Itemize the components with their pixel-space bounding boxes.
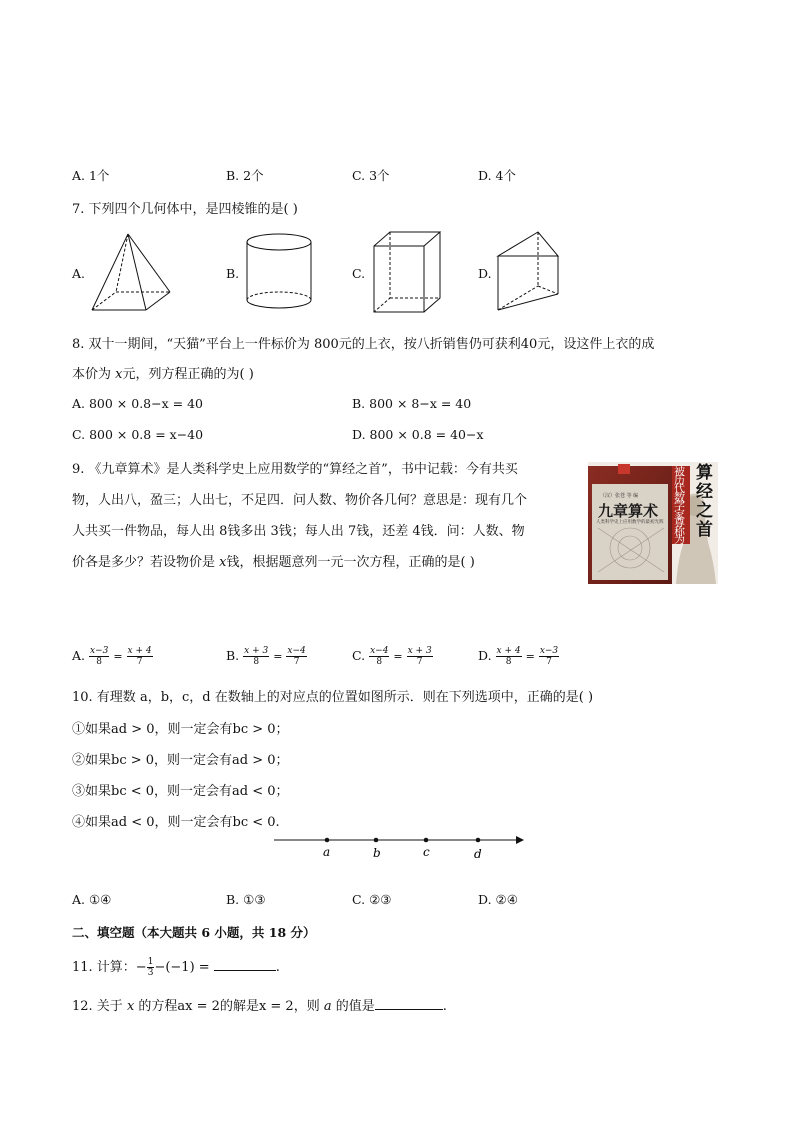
q9-option-a: A. $\frac{x-3}{8}$ = $\frac{x + 4}{7}$ bbox=[72, 646, 152, 667]
axis-label-b: b bbox=[373, 846, 381, 860]
q8-option-a: A. 800 × 0.8−x = 40 bbox=[72, 396, 203, 411]
q8-line2: 本价为 x元，列方程正确的为( ) bbox=[72, 367, 254, 382]
q9-line3: 人共买一件物品，每人出 8钱多出 3钱；每人出 7钱，还差 4钱．问：人数、物 bbox=[72, 524, 525, 539]
axis-label-a: a bbox=[323, 845, 331, 859]
q7-triangular-prism-figure bbox=[496, 230, 566, 314]
book-title: 九章算术 bbox=[598, 502, 659, 520]
q9-line1: 9. 《九章算术》是人类科学史上应用数学的“算经之首”，书中记载：今有共买 bbox=[72, 462, 518, 477]
q9-line2: 物，人出八，盈三；人出七，不足四．问人数、物价各几何？意思是：现有几个 bbox=[72, 493, 528, 508]
q12-answer-blank[interactable] bbox=[375, 1009, 443, 1010]
point-b bbox=[374, 838, 379, 843]
q10-option-a: A. ①④ bbox=[72, 892, 112, 907]
point-c bbox=[424, 838, 429, 843]
q7-stem: 7. 下列四个几何体中，是四棱锥的是( ) bbox=[72, 202, 298, 217]
q10-statement-2: ②如果bc > 0，则一定会有ad > 0； bbox=[72, 753, 289, 768]
q10-stem: 10. 有理数 a，b，c，d 在数轴上的对应点的位置如图所示．则在下列选项中，正确的是( ) bbox=[72, 690, 594, 705]
q11: 11. 计算：− $\frac{1}{3}$ −(−1) = . bbox=[72, 957, 280, 978]
q7-label-c: C. bbox=[352, 266, 366, 281]
q6-option-b: B. 2个 bbox=[226, 168, 264, 183]
q10-statement-4: ④如果ad < 0，则一定会有bc < 0. bbox=[72, 815, 280, 830]
book-subtitle: 人类科学史上应用数学的最初光辉 bbox=[596, 520, 664, 525]
q11-answer-blank[interactable] bbox=[214, 970, 276, 971]
q8-line1: 8. 双十一期间，“天猫”平台上一件标价为 800元的上衣，按八折销售仍可获利40元，设这件上衣的成 bbox=[72, 337, 655, 352]
q8-option-c: C. 800 × 0.8 = x−40 bbox=[72, 427, 204, 442]
book-right-title: 算经之首 bbox=[696, 463, 713, 540]
q8-variable-x: x bbox=[115, 367, 123, 382]
q10-number-line bbox=[272, 830, 524, 862]
book-author: （汉）张苍 等 编 bbox=[600, 493, 639, 499]
q7-prism-figure bbox=[370, 230, 444, 316]
q8-option-b: B. 800 × 8−x = 40 bbox=[352, 396, 472, 411]
q10-option-d: D. ②④ bbox=[478, 892, 518, 907]
q12: 12. 关于 x 的方程ax = 2的解是x = 2，则 a 的值是 . bbox=[72, 999, 447, 1014]
q10-statement-1: ①如果ad > 0，则一定会有bc > 0； bbox=[72, 722, 289, 737]
q10-option-c: C. ②③ bbox=[352, 892, 392, 907]
q6-option-a: A. 1个 bbox=[72, 168, 110, 183]
book-side-text: 被历代数学家尊称为 bbox=[674, 465, 685, 546]
axis-label-c: c bbox=[423, 845, 430, 859]
q8-option-d: D. 800 × 0.8 = 40−x bbox=[352, 427, 484, 442]
q7-label-a: A. bbox=[72, 266, 86, 281]
q7-pyramid-figure bbox=[86, 230, 176, 316]
q9-option-d: D. $\frac{x + 4}{8}$ = $\frac{x-3}{7}$ bbox=[478, 646, 559, 667]
q9-line4: 价各是多少？若设物价是 x钱，根据题意列一元一次方程，正确的是( ) bbox=[72, 555, 475, 570]
q6-option-c: C. 3个 bbox=[352, 168, 390, 183]
q9-option-c: C. $\frac{x-4}{8}$ = $\frac{x + 3}{7}$ bbox=[352, 646, 432, 667]
q7-label-d: D. bbox=[478, 266, 492, 281]
jiuzhang-suanshu-book-cover bbox=[588, 462, 718, 584]
q10-option-b: B. ①③ bbox=[226, 892, 266, 907]
q6-option-d: D. 4个 bbox=[478, 168, 516, 183]
section-2-heading: 二、填空题（本大题共 6 小题，共 18 分） bbox=[72, 925, 316, 940]
point-d bbox=[476, 838, 481, 843]
axis-label-d: d bbox=[474, 847, 482, 861]
q7-cylinder-figure bbox=[244, 232, 314, 312]
q7-label-b: B. bbox=[226, 266, 240, 281]
q9-variable-x: x bbox=[219, 555, 227, 570]
point-a bbox=[325, 838, 330, 843]
q10-statement-3: ③如果bc < 0，则一定会有ad < 0； bbox=[72, 784, 289, 799]
q9-option-b: B. $\frac{x + 3}{8}$ = $\frac{x-4}{7}$ bbox=[226, 646, 306, 667]
